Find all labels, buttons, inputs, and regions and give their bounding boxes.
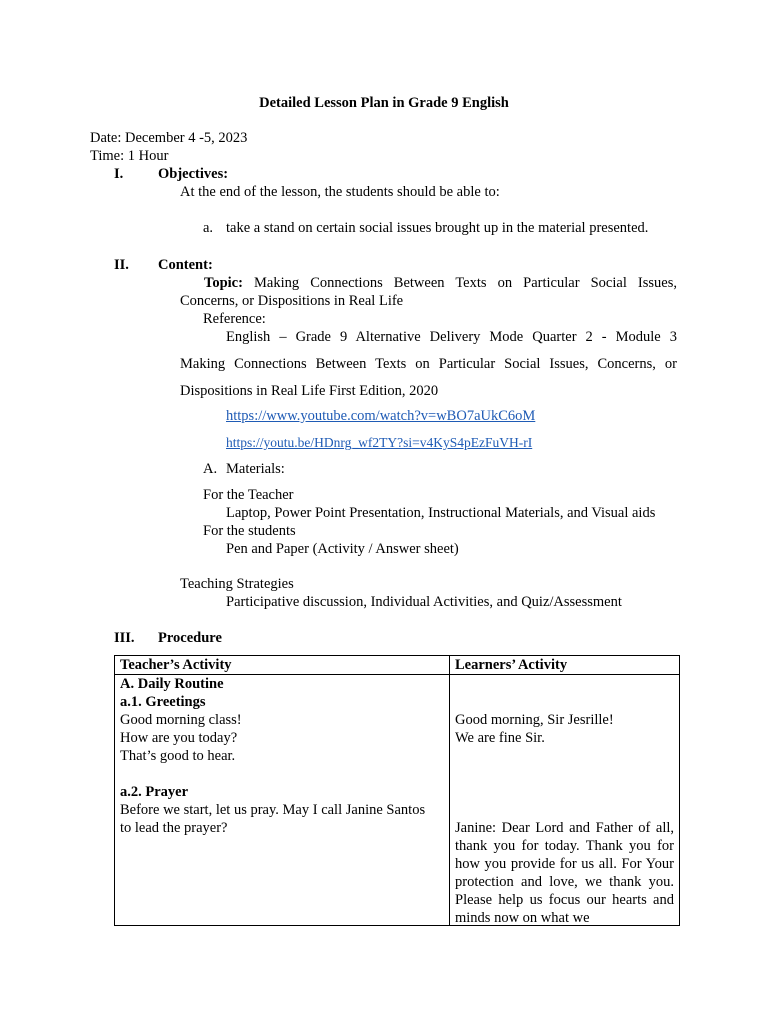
youtube-link-1[interactable]: https://www.youtube.com/watch?v=wBO7aUkC6oM bbox=[226, 408, 536, 424]
teaching-strategies-items: Participative discussion, Individual Activities, and Quiz/Assessment bbox=[226, 594, 622, 610]
teacher-line: How are you today? bbox=[120, 730, 238, 746]
for-students-label: For the students bbox=[203, 523, 296, 539]
date-line: Date: December 4 -5, 2023 bbox=[90, 130, 248, 146]
reference-line-1: English – Grade 9 Alternative Delivery Mode Quarter 2 - Module 3 bbox=[226, 329, 677, 345]
topic-text-1: Making Connections Between Texts on Particular Social Issues, bbox=[254, 275, 677, 291]
reference-line-3: Dispositions in Real Life First Edition, 2020 bbox=[180, 383, 439, 399]
topic-line-1 bbox=[180, 274, 677, 292]
teacher-line: to lead the prayer? bbox=[120, 820, 228, 836]
learner-prayer-text: Janine: Dear Lord and Father of all, thank you for today. Thank you for how you provide for us all. For Your protection and love, we thank you. Please help us focus our hearts and minds now on what we bbox=[455, 820, 674, 925]
reference-label: Reference: bbox=[203, 311, 266, 327]
greetings-heading: a.1. Greetings bbox=[120, 694, 206, 710]
reference-line-2: Making Connections Between Texts on Particular Social Issues, Concerns, or bbox=[180, 356, 677, 372]
materials-letter: A. bbox=[203, 461, 218, 477]
section-iii-numeral: III. bbox=[114, 630, 135, 646]
learners-activity-cell bbox=[450, 675, 680, 926]
objective-item-text: take a stand on certain social issues brought up in the material presented. bbox=[226, 220, 649, 236]
section-ii-numeral: II. bbox=[114, 257, 129, 273]
page-title: Detailed Lesson Plan in Grade 9 English bbox=[259, 95, 509, 111]
learner-line: Good morning, Sir Jesrille! bbox=[455, 712, 614, 728]
teaching-strategies-label: Teaching Strategies bbox=[180, 576, 294, 592]
section-iii-heading: Procedure bbox=[158, 630, 222, 646]
for-students-items: Pen and Paper (Activity / Answer sheet) bbox=[226, 541, 459, 557]
teacher-line: Before we start, let us pray. May I call Janine Santos bbox=[120, 802, 426, 818]
procedure-table-header-row bbox=[115, 656, 680, 675]
topic-line-2: Concerns, or Dispositions in Real Life bbox=[180, 293, 404, 309]
topic-label: Topic: bbox=[204, 275, 243, 291]
teacher-line: Good morning class! bbox=[120, 712, 242, 728]
procedure-table bbox=[114, 655, 680, 926]
prayer-heading: a.2. Prayer bbox=[120, 784, 189, 800]
table-row bbox=[115, 675, 680, 926]
for-teacher-items: Laptop, Power Point Presentation, Instructional Materials, and Visual aids bbox=[226, 505, 656, 521]
teacher-activity-header: Teacher’s Activity bbox=[115, 656, 450, 675]
teacher-line: That’s good to hear. bbox=[120, 748, 236, 764]
section-ii-heading: Content: bbox=[158, 257, 213, 273]
teacher-activity-cell bbox=[115, 675, 450, 926]
youtube-link-2[interactable]: https://youtu.be/HDnrg_wf2TY?si=v4KyS4pEzFuVH-rI bbox=[226, 435, 533, 450]
learners-activity-header: Learners’ Activity bbox=[450, 656, 680, 675]
time-line: Time: 1 Hour bbox=[90, 148, 169, 164]
objectives-intro: At the end of the lesson, the students should be able to: bbox=[180, 184, 500, 200]
learner-line: We are fine Sir. bbox=[455, 730, 545, 746]
section-i-heading: Objectives: bbox=[158, 166, 229, 182]
for-teacher-label: For the Teacher bbox=[203, 487, 294, 503]
materials-heading: Materials: bbox=[226, 461, 285, 477]
section-i-numeral: I. bbox=[114, 166, 124, 182]
daily-routine-heading: A. Daily Routine bbox=[120, 676, 224, 692]
objective-item-letter: a. bbox=[203, 220, 214, 236]
